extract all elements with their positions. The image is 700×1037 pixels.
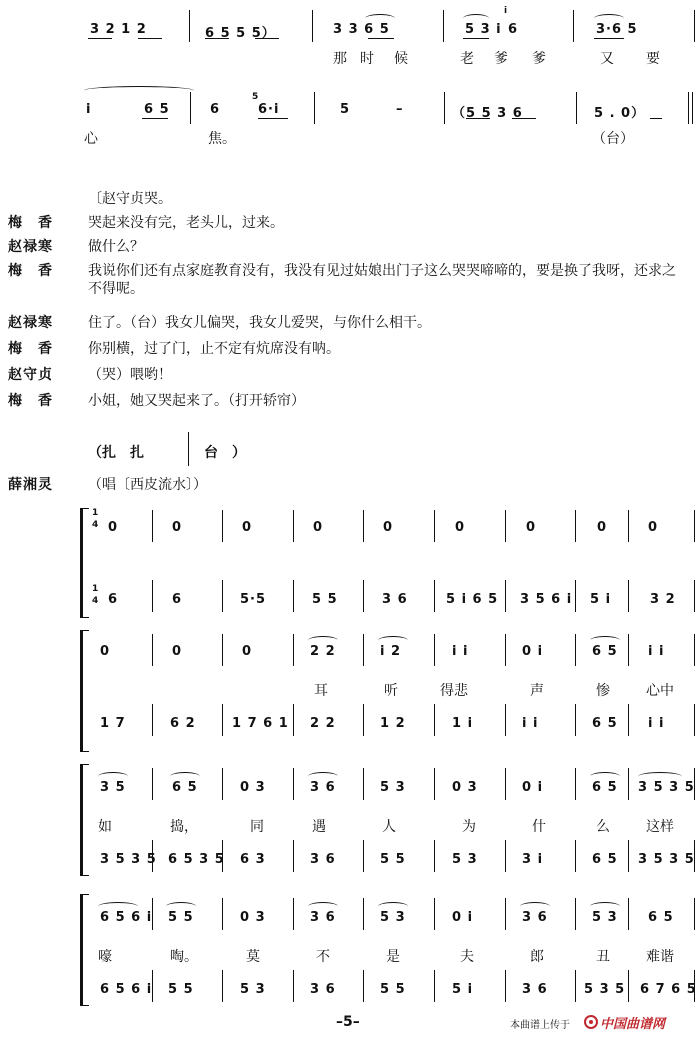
lyric: 嚎 (98, 949, 112, 965)
lyric: 捣， (170, 819, 198, 835)
upper-note: 6 5 (592, 644, 618, 659)
lyric: 焦。 (208, 131, 236, 147)
lower-note: 6 (172, 592, 183, 607)
lower-note: 5 i (452, 982, 474, 997)
upper-note: 6 5 (648, 910, 674, 925)
upper-note: 0 3 (452, 780, 478, 795)
lower-note: 3 6 (310, 982, 336, 997)
upper-note: 0 (597, 520, 608, 535)
lyric: 是 (386, 949, 400, 965)
upper-note: 6 5 6 i (100, 910, 153, 925)
upper-note: 5 3 (380, 780, 406, 795)
upper-note: 5 3 (380, 910, 406, 925)
lyric: 候 (394, 51, 408, 67)
notes-m4b: 6 (508, 22, 519, 37)
dialogue-line: 梅 香 哭起来没有完，老头儿，过来。 (8, 215, 284, 231)
lower-note: 5 5 (168, 982, 194, 997)
lyric: 爹 (494, 51, 508, 67)
upper-note: 0 (455, 520, 466, 535)
upper-note: 0 (100, 644, 111, 659)
lyric: 遇 (312, 819, 326, 835)
lyric: 人 (382, 819, 396, 835)
lyric: 这样 (646, 819, 674, 835)
lyric: 得悲 (440, 683, 468, 699)
upper-note: 3 6 (310, 910, 336, 925)
site-logo: 中国曲谱网 (600, 1017, 666, 1032)
upper-note: 3 5 3 5 (638, 780, 695, 795)
lower-note: 3 6 (310, 852, 336, 867)
lower-note: 1 7 6 1 (232, 716, 289, 731)
lower-note: 3 5 6 i (520, 592, 573, 607)
site-logo-icon (584, 1014, 598, 1033)
lower-note: 1 i (452, 716, 474, 731)
lower-note: i i (522, 716, 539, 731)
lower-note: 3 5 3 5 (638, 852, 695, 867)
notes-m5: 3·6 5 (596, 22, 638, 37)
notes-m1b: 6 5 (144, 102, 170, 117)
lower-note: 6 5 (592, 716, 618, 731)
lower-note: 5 3 (452, 852, 478, 867)
upper-note: 0 (242, 644, 253, 659)
upper-note: 5 3 (592, 910, 618, 925)
lyric: 时 (360, 51, 374, 67)
lyric: 老 (460, 51, 474, 67)
notes-m1: 3 2 1 2 (90, 22, 147, 37)
lyric: 夫 (460, 949, 474, 965)
upper-note: 0 3 (240, 780, 266, 795)
stage-direction: 〔赵守贞哭。 (88, 191, 172, 207)
dialogue-line: 梅 香 你别横，过了门，止不定有炕席没有呐。 (8, 341, 340, 357)
notes-m2b: 6·i (258, 102, 280, 117)
notes-m3b: – (396, 102, 404, 117)
grace-note: 5 (252, 92, 260, 102)
lyric: 丑 (596, 949, 610, 965)
lyric: 如 (98, 819, 112, 835)
lower-note: 5 5 (312, 592, 338, 607)
lower-note: 5 5 (380, 852, 406, 867)
upper-note: 0 (383, 520, 394, 535)
notes-m1: i (86, 102, 92, 117)
dialogue-line: 赵禄寒 住了。（台）我女儿偏哭，我女儿爱哭，与你什么相干。 (8, 315, 431, 331)
upper-note: i 2 (380, 644, 402, 659)
lower-note: 6 3 (240, 852, 266, 867)
lyric: 那 (333, 51, 347, 67)
lower-note: 5 i (590, 592, 612, 607)
notes-m4: （5 5 3 6 (452, 106, 523, 121)
upper-note: i i (648, 644, 665, 659)
lower-note: 5·5 (240, 592, 267, 607)
upper-note: 0 i (522, 780, 544, 795)
lyric: 啕。 (170, 949, 198, 965)
grace-note: i (504, 6, 509, 16)
lower-note: 3 6 (522, 982, 548, 997)
lower-note: 5 i 6 5 (446, 592, 499, 607)
lower-note: 5 3 5 (584, 982, 626, 997)
lyric: 惨 (596, 683, 610, 699)
dialogue-line: 赵禄寒 做什么？ (8, 239, 144, 255)
upper-note: i i (452, 644, 469, 659)
upper-note: 2 2 (310, 644, 336, 659)
notes-m4: 5 3 i (465, 22, 502, 37)
upper-note: 0 (242, 520, 253, 535)
notes-m3: 3 3 6 5 (333, 22, 390, 37)
lyric: 什 (532, 819, 546, 835)
lyric: 么 (596, 819, 610, 835)
upper-note: 0 i (522, 644, 544, 659)
notes-m3: 5 (340, 102, 351, 117)
lower-note: 3 6 (382, 592, 408, 607)
lyric: 爹 (532, 51, 546, 67)
lower-note: i i (648, 716, 665, 731)
lyric: 同 (250, 819, 264, 835)
lower-note: 6 2 (170, 716, 196, 731)
notes-m2: 6 5 5 5） (205, 26, 276, 41)
upper-note: 0 (313, 520, 324, 535)
upload-note: 本曲谱上传于 (510, 1020, 570, 1031)
dialogue-line: 梅 香 我说你们还有点家庭教育没有，我没有见过姑娘出门子这么哭哭啼啼的，要是换了我呀，还求之不得呢。 (8, 263, 676, 297)
lower-note: 6 (108, 592, 119, 607)
lyric: 莫 (246, 949, 260, 965)
lower-note: 6 5 6 i (100, 982, 153, 997)
lower-note: 5 5 (380, 982, 406, 997)
lower-note: 3 5 3 5 (100, 852, 157, 867)
upper-note: 0 (108, 520, 119, 535)
upper-note: 3 6 (310, 780, 336, 795)
song-intro: 薛湘灵 （唱〔西皮流水〕） (8, 477, 207, 493)
notes-m5: 5 . 0） (594, 106, 646, 121)
lower-note: 1 2 (380, 716, 406, 731)
upper-note: 0 3 (240, 910, 266, 925)
lyric: 要 (646, 51, 660, 67)
lyric: 不 (316, 949, 330, 965)
lyric: 声 (530, 683, 544, 699)
lower-note: 6 5 3 5 (168, 852, 225, 867)
lyric: 又 (600, 51, 614, 67)
lower-note: 3 i (522, 852, 544, 867)
upper-note: 0 (172, 644, 183, 659)
dialogue-line: 赵守贞 （哭）喂哟！ (8, 367, 172, 383)
lyric: 心 (84, 131, 98, 147)
lyric: 郎 (530, 949, 544, 965)
lyric: 难谐 (646, 949, 674, 965)
lyric: 心中 (646, 683, 674, 699)
upper-note: 3 5 (100, 780, 126, 795)
lyric: 耳 (314, 683, 328, 699)
upper-note: 0 (648, 520, 659, 535)
lyric: 为 (462, 819, 476, 835)
lower-note: 6 5 (592, 852, 618, 867)
lower-note: 3 2 (650, 592, 676, 607)
lyric: 听 (384, 683, 398, 699)
upper-note: 6 5 (592, 780, 618, 795)
upper-note: 6 5 (172, 780, 198, 795)
upper-note: 0 (172, 520, 183, 535)
lyric: （台） (592, 131, 634, 147)
lower-note: 6 7 6 5 (640, 982, 697, 997)
upper-note: 0 i (452, 910, 474, 925)
upper-note: 3 6 (522, 910, 548, 925)
upper-note: 5 5 (168, 910, 194, 925)
lower-note: 1 7 (100, 716, 126, 731)
upper-note: 0 (526, 520, 537, 535)
dialogue-line: 梅 香 小姐，她又哭起来了。（打开轿帘） (8, 393, 305, 409)
lower-note: 5 3 (240, 982, 266, 997)
lower-note: 2 2 (310, 716, 336, 731)
page-number: –5– (336, 1014, 360, 1030)
notes-m2: 6 (210, 102, 221, 117)
